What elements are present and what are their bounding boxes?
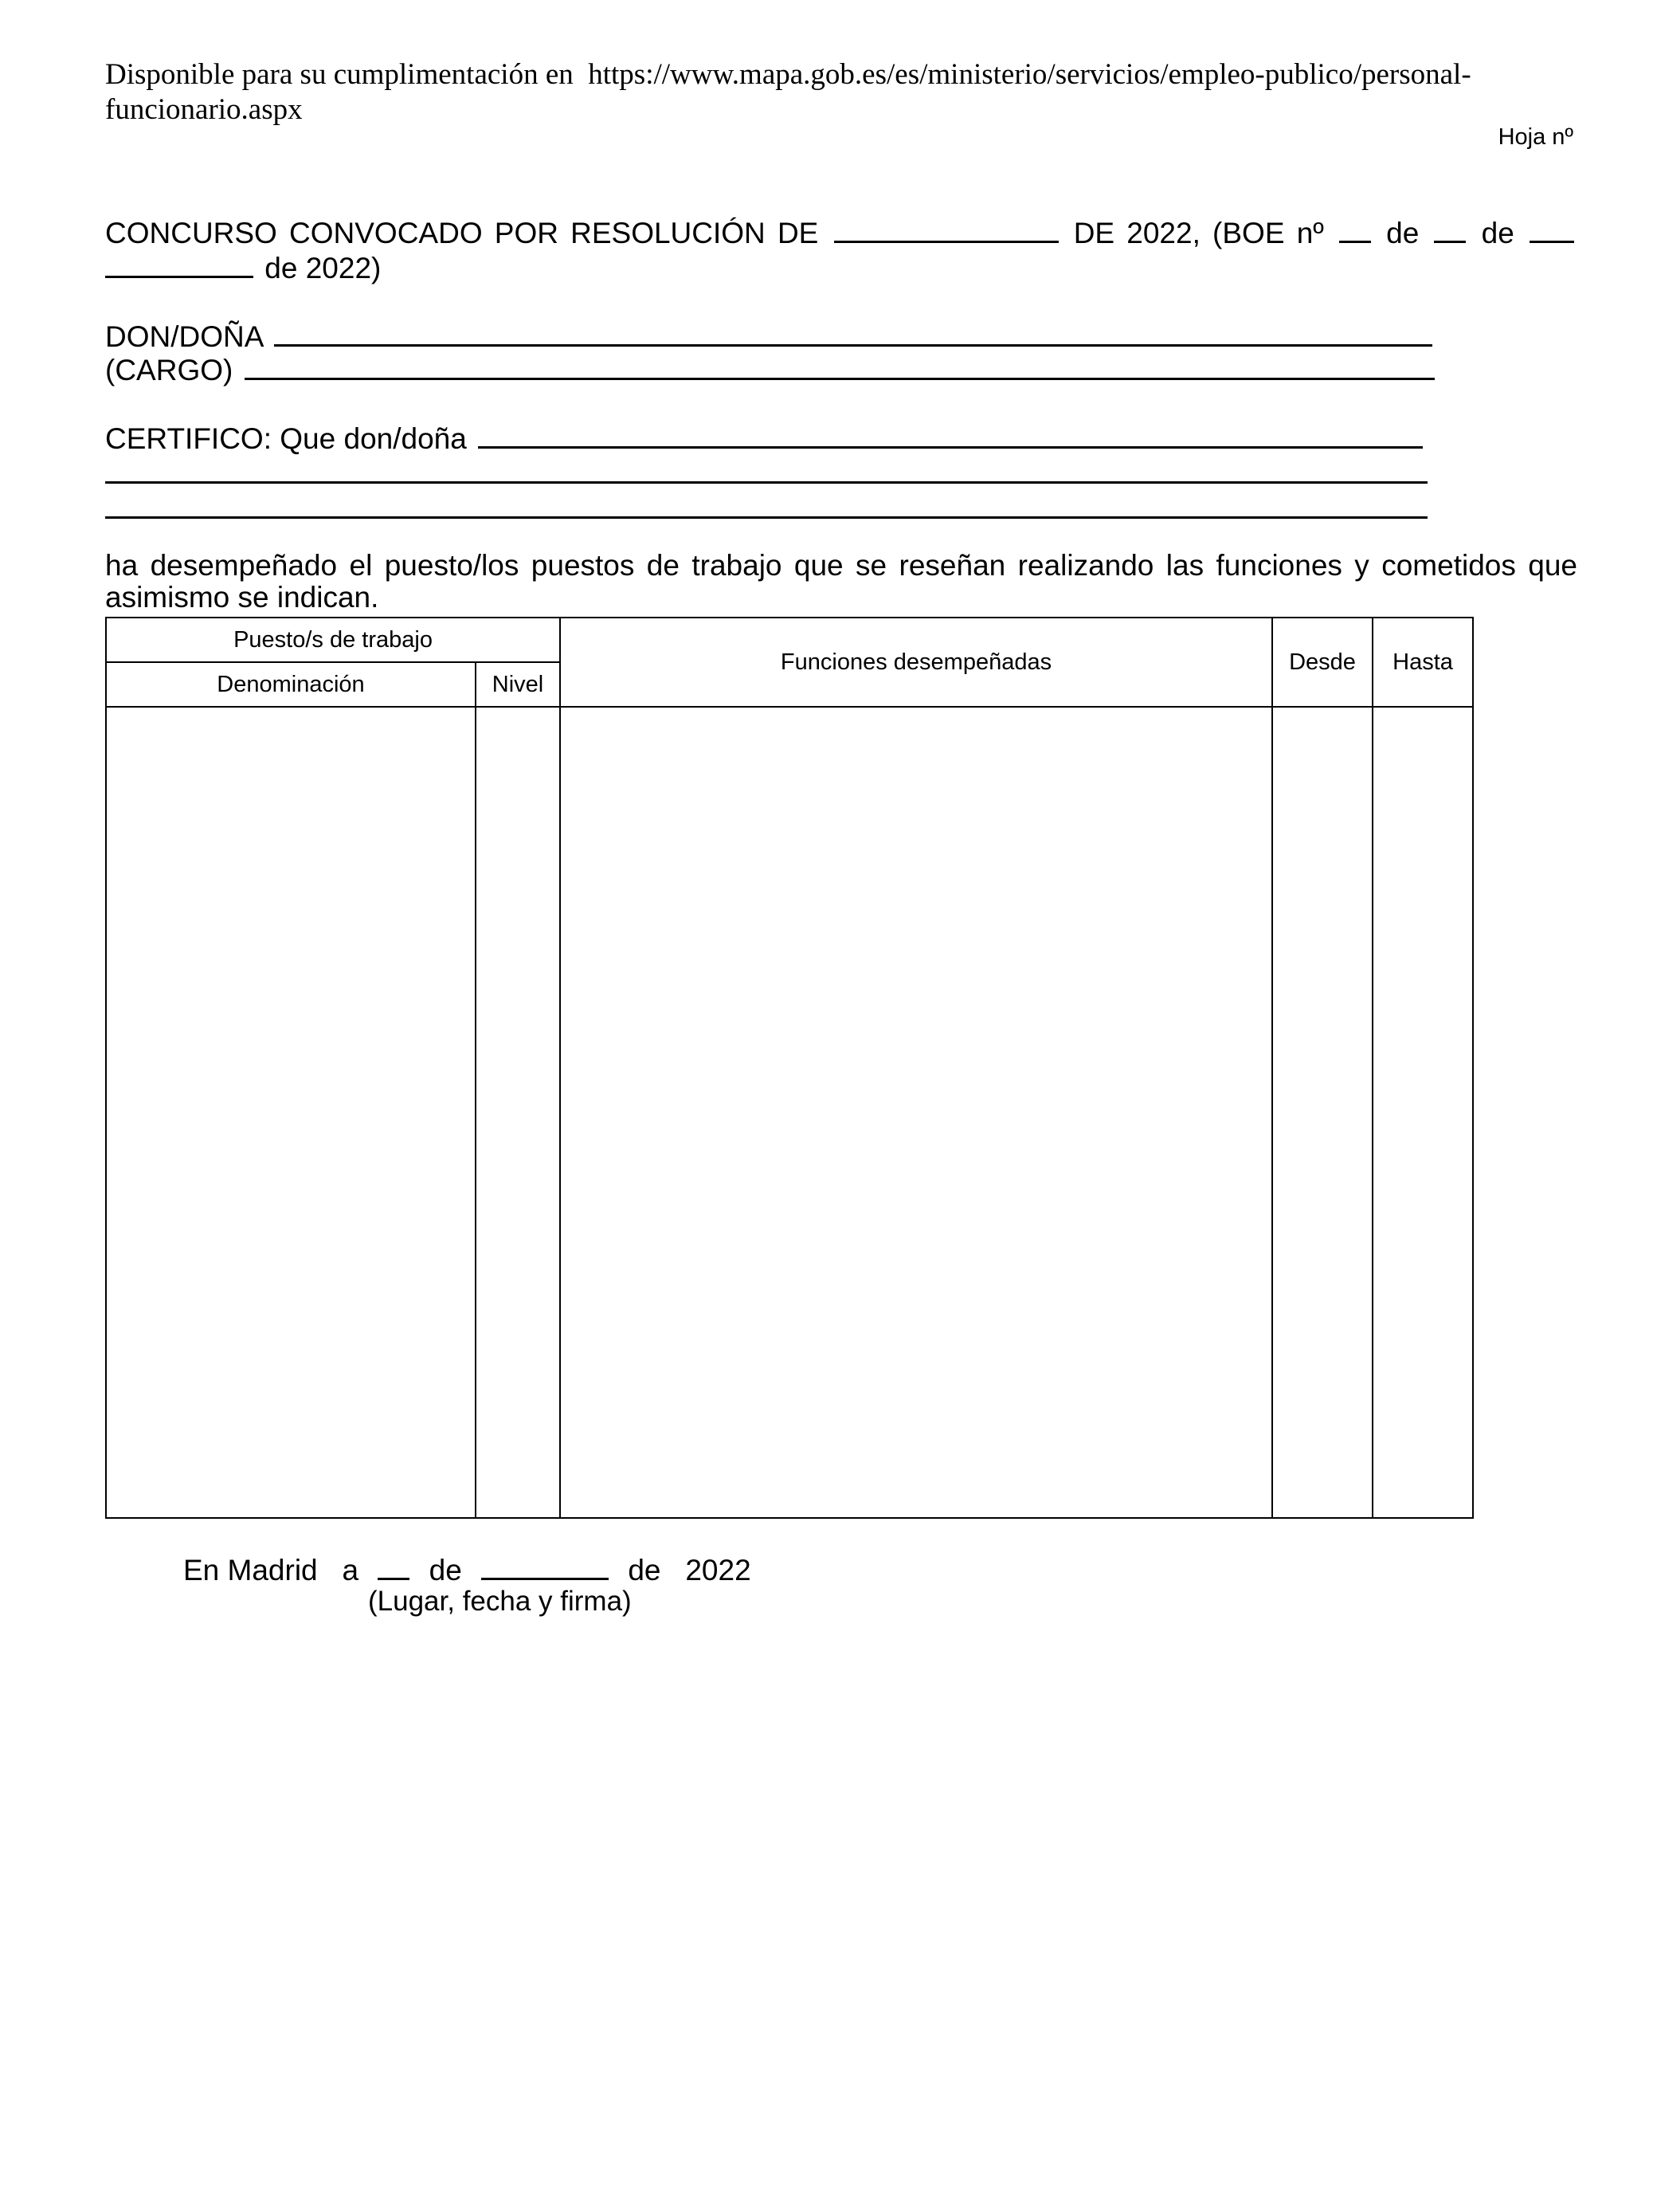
boe-day-field[interactable] (1434, 214, 1466, 243)
group-header-puestos: Puesto/s de trabajo (106, 618, 560, 662)
certified-person-line-3[interactable] (105, 516, 1428, 519)
convocatoria-word: CONCURSO (105, 217, 277, 249)
resolution-date-field[interactable] (834, 214, 1059, 243)
don-dona-field[interactable] (274, 317, 1432, 347)
place-word: a (342, 1554, 359, 1586)
convocatoria-word: DE (777, 217, 819, 249)
intro-paragraph: ha desempeñado el puesto/los puestos de trabajo que se reseñan realizando las funciones y cometidos que asimismo se indican. (105, 549, 1577, 614)
convocatoria-word: de (1386, 217, 1420, 249)
table-row (106, 707, 1473, 1518)
place-word: de (429, 1554, 462, 1586)
convocatoria-year-suffix: de 2022) (264, 252, 382, 284)
col-header-desde: Desde (1272, 618, 1373, 707)
convocatoria-word: CONVOCADO (289, 217, 483, 249)
month-field[interactable] (481, 1551, 609, 1580)
cargo-label: (CARGO) (105, 354, 233, 386)
signature-caption: (Lugar, fecha y firma) (368, 1586, 632, 1617)
positions-table (105, 617, 1474, 1519)
year-label: 2022 (685, 1554, 751, 1586)
convocatoria-line (105, 214, 1577, 251)
col-header-hasta: Hasta (1373, 618, 1473, 707)
boe-month-field-end[interactable] (105, 249, 253, 278)
availability-url[interactable]: https://www.mapa.gob.es/es/ministerio/servicios/empleo-publico/personal- funcionario.aspx (105, 58, 1471, 126)
cargo-field[interactable] (245, 351, 1435, 380)
convocatoria-year: 2022, (1126, 217, 1201, 249)
availability-prefix: Disponible para su cumplimentación en (105, 58, 574, 91)
boe-month-field-start[interactable] (1530, 214, 1574, 243)
funciones-cell[interactable] (560, 707, 1272, 1518)
hasta-cell[interactable] (1373, 707, 1473, 1518)
cargo-row (105, 351, 1577, 388)
place-label: En Madrid (183, 1554, 318, 1586)
boe-number-label: nº (1296, 217, 1324, 249)
nivel-cell[interactable] (476, 707, 560, 1518)
certifico-row (105, 419, 1577, 457)
availability-note (105, 57, 1603, 127)
place-date-row (183, 1551, 751, 1587)
convocatoria-word: RESOLUCIÓN (570, 217, 766, 249)
col-header-funciones: Funciones desempeñadas (560, 618, 1272, 707)
col-header-denominacion: Denominación (106, 662, 476, 707)
don-dona-label: DON/DOÑA (105, 320, 263, 353)
place-word: de (628, 1554, 661, 1586)
certified-person-line-2[interactable] (105, 481, 1428, 484)
convocatoria-word: de (1481, 217, 1514, 249)
boe-label: (BOE (1212, 217, 1285, 249)
col-header-nivel: Nivel (476, 662, 560, 707)
don-dona-row (105, 317, 1577, 355)
convocatoria-word: DE (1073, 217, 1115, 249)
certified-person-field[interactable] (478, 419, 1423, 449)
day-field[interactable] (378, 1551, 409, 1580)
certifico-label: CERTIFICO: Que don/doña (105, 422, 467, 455)
convocatoria-word: POR (494, 217, 558, 249)
denominacion-cell[interactable] (106, 707, 476, 1518)
desde-cell[interactable] (1272, 707, 1373, 1518)
sheet-number-label: Hoja nº (1498, 124, 1573, 150)
boe-number-field[interactable] (1339, 214, 1371, 243)
convocatoria-line-2 (105, 249, 1577, 286)
